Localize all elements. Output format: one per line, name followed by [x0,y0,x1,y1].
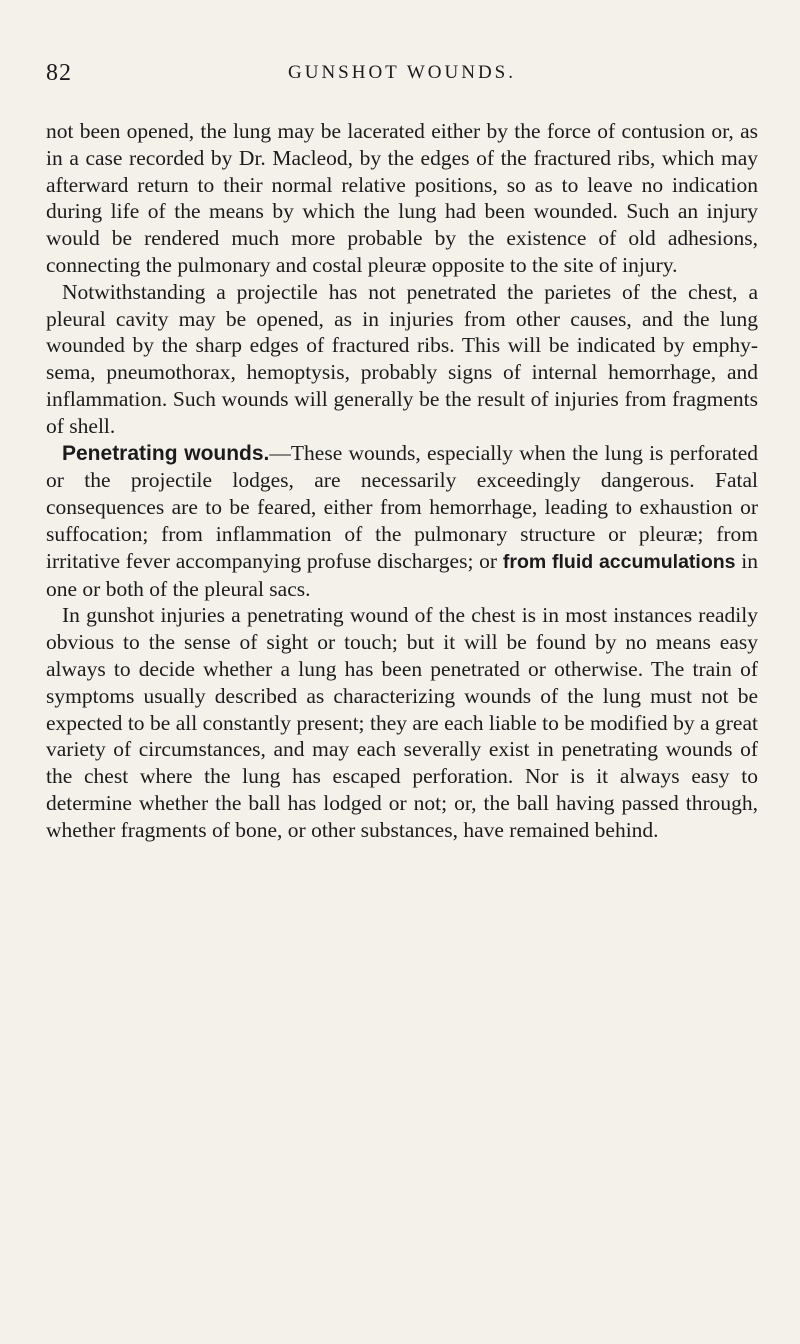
running-head [46,60,758,88]
paragraph-gunshot-injuries: In gunshot injuries a penetrating wound of the chest is in most instances readily obvious to the sense of sight or touch; but it will be found by no means easy always to decide whether a lung has been penetrated or otherwise. The train of symptoms usually described as characterizing wounds of the lung must not be expected to be all constantly present; they are each liable to be modified by a great variety of circumstances, and may each severally exist in penetrating wounds of the chest where the lung has escaped perforation. Nor is it always easy to determine whether the ball has lodged or not; or, the ball having passed through, whether fragments of bone, or other substances, have remained behind. [46,603,758,842]
section-heading: Penetrating wounds. [62,441,270,465]
page-number: 82 [46,60,72,86]
paragraph-parietes: Notwithstanding a projectile has not penetrated the parietes of the chest, a pleural cavity may be opened, as in injuries from other causes, and the lung wounded by the sharp edges of fractured ribs. This will be indicated by emphysema, pneumothorax, hemoptysis, probably signs of internal hemorrhage, and inflammation. Such wounds will generally be the result of injuries from fragments of shell. [46,279,758,438]
paragraph-penetrating-wounds [46,440,758,603]
paragraph-text: —These wounds, especially when the lung is perforated or the projectile lodges, are necessarily exceedingly dangerous. Fatal consequences are to be feared, either from hemorrhage, leading to exhaustion or suffocation; from inflammation of the pulmonary structure or pleuræ; from irritative fever accompanying profuse discharges; or [46,440,759,573]
emphasis-phrase: from fluid accumulations [502,550,736,573]
running-title: GUNSHOT WOUNDS. [288,62,516,83]
body-text [46,118,758,844]
paragraph-text: in one or both of the pleural sacs. [46,548,758,601]
paragraph-continuation: not been opened, the lung may be lacerated either by the force of contusion or, as in a case recorded by Dr. Macleod, by the edges of the fractured ribs, which may afterward return to their normal relative positions, so as to leave no indication during life of the means by which the lung had been wounded. Such an injury would be rendered much more probable by the existence of old adhesions, connecting the pulmonary and costal pleuræ opposite to the site of injury. [46,119,758,277]
